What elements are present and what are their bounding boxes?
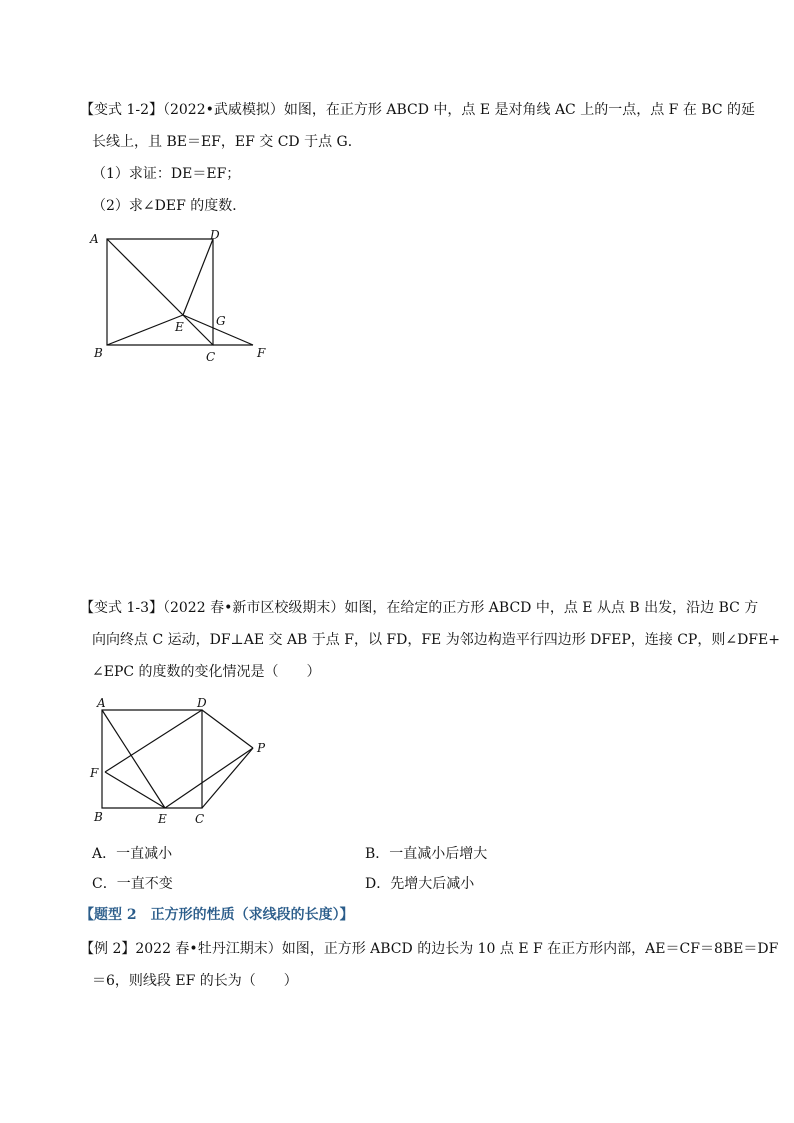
label-e: E (158, 812, 167, 826)
segment-fe (105, 772, 165, 808)
label-b: B (94, 346, 103, 360)
label-c: C (206, 350, 216, 364)
segment-de (183, 239, 213, 315)
problem1-question2: （2）求∠DEF 的度数． (92, 198, 247, 214)
label-f: F (257, 346, 266, 360)
label-c: C (195, 812, 205, 826)
label-d: D (197, 696, 207, 710)
segment-dp (202, 710, 253, 748)
section-heading: 【题型 2 正方形的性质（求线段的长度）】 (80, 907, 354, 923)
diagonal-ac (107, 239, 213, 345)
option-c: C．一直不变 (92, 876, 173, 892)
problem2-line1: 【变式 1-3】（2022 春•新市区校级期末）如图，在给定的正方形 ABCD 中，点 E 从点 B 出发，沿边 BC 方 (80, 600, 759, 616)
problem1-figure (85, 225, 285, 370)
segment-fd (105, 710, 202, 772)
label-a: A (90, 232, 99, 246)
problem1-line2: 长线上，且 BE＝EF，EF 交 CD 于点 G． (92, 134, 362, 150)
label-f: F (90, 766, 99, 780)
label-d: D (210, 228, 220, 242)
problem1-question1: （1）求证：DE＝EF； (92, 166, 241, 182)
problem1-line1: 【变式 1-2】（2022•武威模拟）如图，在正方形 ABCD 中，点 E 是对角线 AC 上的一点，点 F 在 BC 的延 (80, 102, 755, 118)
problem3-line1: 【例 2】2022 春•牡丹江期末）如图，正方形 ABCD 的边长为 10 点 E F 在正方形内部，AE＝CF＝8BE＝DF (80, 941, 779, 957)
label-g: G (216, 314, 226, 328)
problem2-line2: 向向终点 C 运动，DF⊥AE 交 AB 于点 F，以 FD，FE 为邻边构造平行四边形 DFEP，连接 CP，则∠DFE+ (92, 632, 780, 648)
option-a: A．一直减小 (92, 846, 173, 862)
label-p: P (257, 741, 266, 755)
option-b: B．一直减小后增大 (365, 846, 488, 862)
label-b: B (94, 810, 103, 824)
segment-be (107, 315, 183, 345)
segment-ae (102, 710, 165, 808)
problem2-figure (85, 690, 285, 835)
option-d: D．先增大后减小 (365, 876, 475, 892)
label-a: A (97, 696, 106, 710)
problem3-line2: ＝6，则线段 EF 的长为（ ） (92, 973, 298, 989)
problem2-line3: ∠EPC 的度数的变化情况是（ ） (92, 664, 321, 680)
label-e: E (175, 320, 184, 334)
